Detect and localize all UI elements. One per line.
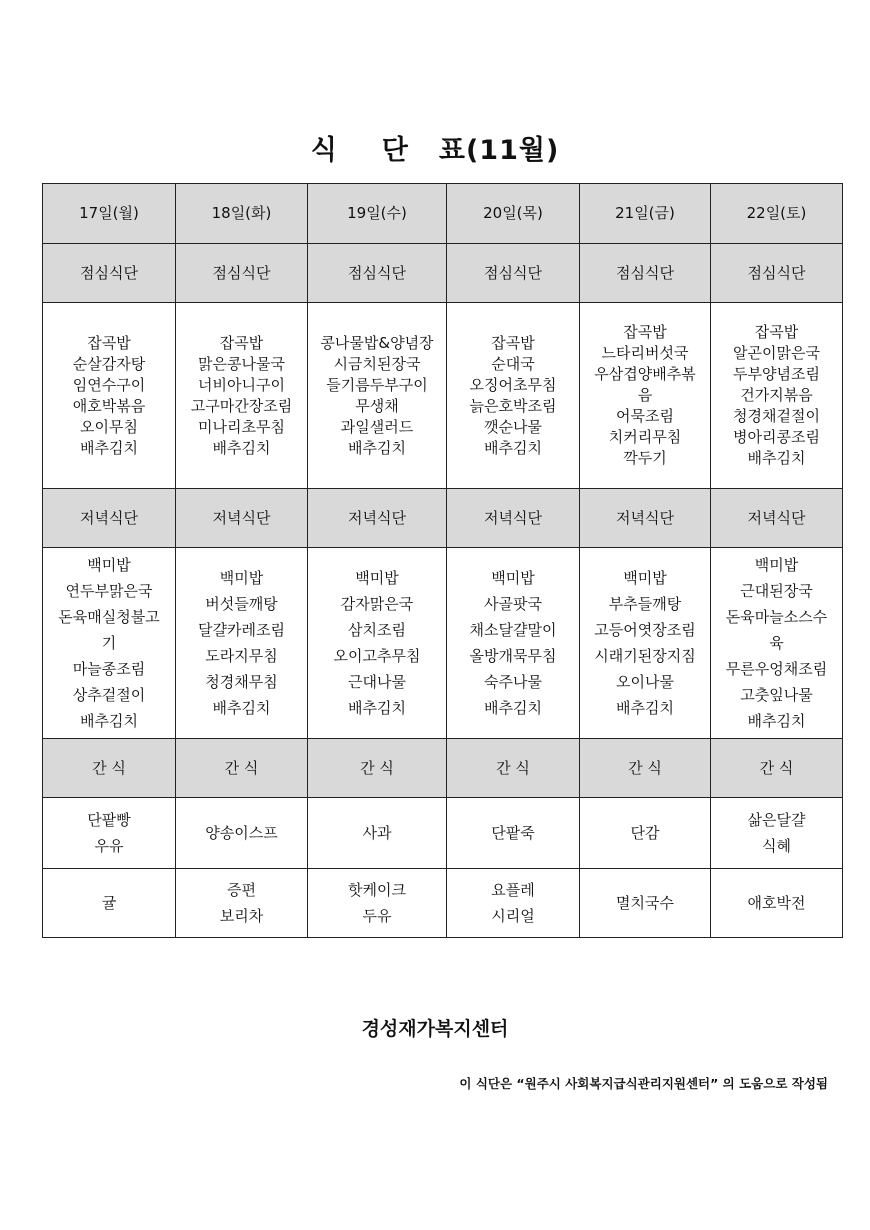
lunch-label-cell: 점심식단 <box>43 244 176 303</box>
dinner-menu-item: 무른우엉채조림 <box>725 660 828 678</box>
dinner-menu-item: 배추김치 <box>747 712 806 730</box>
title-part-3: 표(11월) <box>438 135 560 166</box>
dinner-menu-cell <box>176 548 308 739</box>
snack-item: 증편 <box>227 881 256 899</box>
dinner-menu-row <box>43 548 843 739</box>
dinner-menu-item: 배추김치 <box>616 699 674 717</box>
footer-note: 이 식단은 “원주시 사회복지급식관리지원센터” 의 도움으로 작성됨 <box>459 1076 828 1091</box>
snack-cell <box>308 798 447 869</box>
lunch-label-cell: 점심식단 <box>711 244 843 303</box>
lunch-menu-item: 잡곡밥 <box>87 333 131 352</box>
dinner-label-cell: 저녁식단 <box>176 489 308 548</box>
dinner-menu-cell <box>43 548 176 739</box>
lunch-menu-row <box>43 303 843 489</box>
dinner-menu-item: 채소달걀말이 <box>469 621 557 639</box>
day-header-cell: 21일(금) <box>580 184 711 244</box>
snack-cell <box>580 798 711 869</box>
lunch-menu-item: 콩나물밥&양념장 <box>320 333 434 352</box>
dinner-header-row <box>43 489 843 548</box>
snack-item: 요플레 <box>491 881 535 899</box>
lunch-menu-item: 병아리콩조림 <box>733 428 820 446</box>
dinner-menu-item: 감자맑은국 <box>340 595 414 613</box>
lunch-menu-item: 어묵조림 <box>616 407 674 425</box>
snack-item: 두유 <box>362 907 392 925</box>
lunch-menu-cell <box>43 303 176 489</box>
snack-cell <box>308 869 447 938</box>
dinner-label-cell: 저녁식단 <box>580 489 711 548</box>
date-header-row <box>43 184 843 244</box>
snack-cell <box>580 869 711 938</box>
snack-cell <box>176 869 308 938</box>
lunch-menu-item: 잡곡밥 <box>754 323 799 341</box>
lunch-menu-item: 배추김치 <box>484 438 542 457</box>
lunch-menu-item: 치커리무침 <box>608 428 682 446</box>
snack-label-cell: 간 식 <box>580 739 711 798</box>
lunch-menu-item: 과일샐러드 <box>340 417 414 436</box>
dinner-menu-item: 근대나물 <box>348 673 406 691</box>
day-header-cell: 17일(월) <box>43 184 176 244</box>
snack-label-cell: 간 식 <box>308 739 447 798</box>
dinner-menu-item: 배추김치 <box>484 699 542 717</box>
lunch-menu-item: 두부양념조림 <box>733 365 820 383</box>
dinner-menu-item: 돈육마늘소스수 <box>725 608 828 626</box>
snack-item: 삶은달걀 <box>747 811 806 829</box>
lunch-menu-cell <box>176 303 308 489</box>
day-header-cell: 18일(화) <box>176 184 308 244</box>
snack-label-cell: 간 식 <box>447 739 580 798</box>
lunch-menu-item: 배추김치 <box>80 438 138 457</box>
dinner-menu-item: 마늘종조림 <box>72 660 146 678</box>
lunch-menu-item: 시금치된장국 <box>333 354 421 373</box>
snack-cell <box>447 869 580 938</box>
dinner-menu-cell <box>308 548 447 739</box>
dinner-label-cell: 저녁식단 <box>308 489 447 548</box>
day-header-cell: 19일(수) <box>308 184 447 244</box>
snack-item: 사과 <box>362 824 392 842</box>
dinner-menu-item: 버섯들깨탕 <box>205 595 278 613</box>
day-header-cell: 20일(목) <box>447 184 580 244</box>
lunch-menu-cell <box>447 303 580 489</box>
dinner-menu-item: 삼치조림 <box>348 621 406 639</box>
snack-item: 식혜 <box>762 837 791 855</box>
page-title <box>0 128 870 167</box>
dinner-label-cell: 저녁식단 <box>711 489 843 548</box>
lunch-label-cell: 점심식단 <box>447 244 580 303</box>
dinner-menu-cell <box>580 548 711 739</box>
lunch-menu-item: 들기름두부구이 <box>326 375 428 394</box>
dinner-menu-item: 부추들깨탕 <box>608 595 682 613</box>
snack-item: 애호박전 <box>747 894 806 912</box>
dinner-menu-item: 백미밥 <box>219 569 264 587</box>
dinner-menu-item: 청경채무침 <box>205 673 278 691</box>
dinner-menu-item: 고춧잎나물 <box>740 686 813 704</box>
snack-item: 양송이스프 <box>205 824 278 842</box>
snack-item: 보리차 <box>219 907 264 925</box>
organization-name: 경성재가복지센터 <box>361 1018 509 1040</box>
dinner-menu-item: 상추겉절이 <box>72 686 146 704</box>
dinner-label-cell: 저녁식단 <box>43 489 176 548</box>
snack-item: 귤 <box>101 894 117 912</box>
lunch-menu-item: 청경채겉절이 <box>733 407 820 425</box>
lunch-menu-item: 잡곡밥 <box>623 323 667 341</box>
dinner-menu-item: 오이나물 <box>616 673 674 691</box>
lunch-menu-item: 깍두기 <box>623 449 667 467</box>
lunch-header-row <box>43 244 843 303</box>
lunch-menu-item: 알곤이맑은국 <box>733 344 820 362</box>
dinner-menu-item: 근대된장국 <box>740 582 813 600</box>
snack-item: 단감 <box>630 824 660 842</box>
lunch-label-cell: 점심식단 <box>308 244 447 303</box>
lunch-menu-item: 잡곡밥 <box>219 333 264 352</box>
snack-item: 우유 <box>94 837 124 855</box>
lunch-menu-item: 순대국 <box>491 354 535 373</box>
snack-row-2 <box>43 869 843 938</box>
snack-item: 단팥빵 <box>87 811 131 829</box>
lunch-menu-item: 무생채 <box>355 396 399 415</box>
lunch-menu-item: 오이무침 <box>80 417 138 436</box>
dinner-menu-item: 돈육매실청불고 <box>58 608 160 626</box>
lunch-menu-item: 애호박볶음 <box>72 396 146 415</box>
dinner-menu-item: 백미밥 <box>355 569 399 587</box>
lunch-menu-item: 너비아니구이 <box>198 375 285 394</box>
snack-cell <box>43 869 176 938</box>
lunch-menu-cell <box>711 303 843 489</box>
dinner-menu-item: 배추김치 <box>348 699 406 717</box>
lunch-menu-item: 깻순나물 <box>484 417 542 436</box>
dinner-menu-item: 도라지무침 <box>205 647 278 665</box>
lunch-menu-item: 배추김치 <box>348 438 406 457</box>
snack-row-1 <box>43 798 843 869</box>
title-part-2: 단 <box>381 135 409 166</box>
lunch-menu-item: 느타리버섯국 <box>601 344 689 362</box>
dinner-menu-item: 백미밥 <box>87 556 131 574</box>
lunch-menu-item: 고구마간장조림 <box>190 396 293 415</box>
lunch-menu-item: 임연수구이 <box>72 375 146 394</box>
dinner-menu-item: 고등어엿장조림 <box>594 621 696 639</box>
snack-item: 단팥죽 <box>491 824 535 842</box>
snack-item: 핫케이크 <box>348 881 406 899</box>
dinner-menu-item: 백미밥 <box>623 569 667 587</box>
snack-label-cell: 간 식 <box>43 739 176 798</box>
lunch-menu-item: 배추김치 <box>747 449 806 467</box>
dinner-menu-item: 올방개묵무침 <box>469 647 557 665</box>
dinner-menu-item: 숙주나물 <box>484 673 542 691</box>
snack-cell <box>43 798 176 869</box>
dinner-menu-item: 백미밥 <box>754 556 799 574</box>
dinner-menu-item: 연두부맑은국 <box>65 582 153 600</box>
lunch-menu-cell <box>308 303 447 489</box>
lunch-menu-item: 배추김치 <box>212 438 271 457</box>
snack-item: 멸치국수 <box>616 894 674 912</box>
menu-table <box>42 183 843 938</box>
dinner-menu-item: 배추김치 <box>80 712 138 730</box>
lunch-menu-item: 늙은호박조림 <box>469 396 557 415</box>
lunch-menu-item: 음 <box>637 386 653 404</box>
snack-cell <box>176 798 308 869</box>
lunch-menu-cell <box>580 303 711 489</box>
lunch-menu-item: 오징어초무침 <box>469 375 557 394</box>
dinner-menu-item: 달걀카레조림 <box>198 621 285 639</box>
snack-cell <box>711 798 843 869</box>
lunch-label-cell: 점심식단 <box>580 244 711 303</box>
dinner-menu-item: 시래기된장지짐 <box>594 647 696 665</box>
dinner-menu-item: 육 <box>769 634 784 652</box>
snack-item: 시리얼 <box>491 907 535 925</box>
dinner-menu-item: 백미밥 <box>491 569 535 587</box>
snack-label-cell: 간 식 <box>176 739 308 798</box>
title-part-1: 식 <box>310 135 338 166</box>
dinner-menu-cell <box>447 548 580 739</box>
lunch-label-cell: 점심식단 <box>176 244 308 303</box>
lunch-menu-item: 맑은콩나물국 <box>198 354 285 373</box>
dinner-menu-item: 오이고추무침 <box>333 647 421 665</box>
snack-label-cell: 간 식 <box>711 739 843 798</box>
dinner-label-cell: 저녁식단 <box>447 489 580 548</box>
lunch-menu-item: 건가지볶음 <box>740 386 813 404</box>
lunch-menu-item: 순살감자탕 <box>72 354 146 373</box>
lunch-menu-item: 잡곡밥 <box>491 333 535 352</box>
snack-cell <box>711 869 843 938</box>
dinner-menu-cell <box>711 548 843 739</box>
dinner-menu-item: 배추김치 <box>212 699 271 717</box>
lunch-menu-item: 미나리초무침 <box>198 417 285 436</box>
lunch-menu-item: 우삼겹양배추볶 <box>594 365 696 383</box>
dinner-menu-item: 기 <box>101 634 117 652</box>
snack-header-row <box>43 739 843 798</box>
dinner-menu-item: 사골팟국 <box>484 595 542 613</box>
day-header-cell: 22일(토) <box>711 184 843 244</box>
snack-cell <box>447 798 580 869</box>
